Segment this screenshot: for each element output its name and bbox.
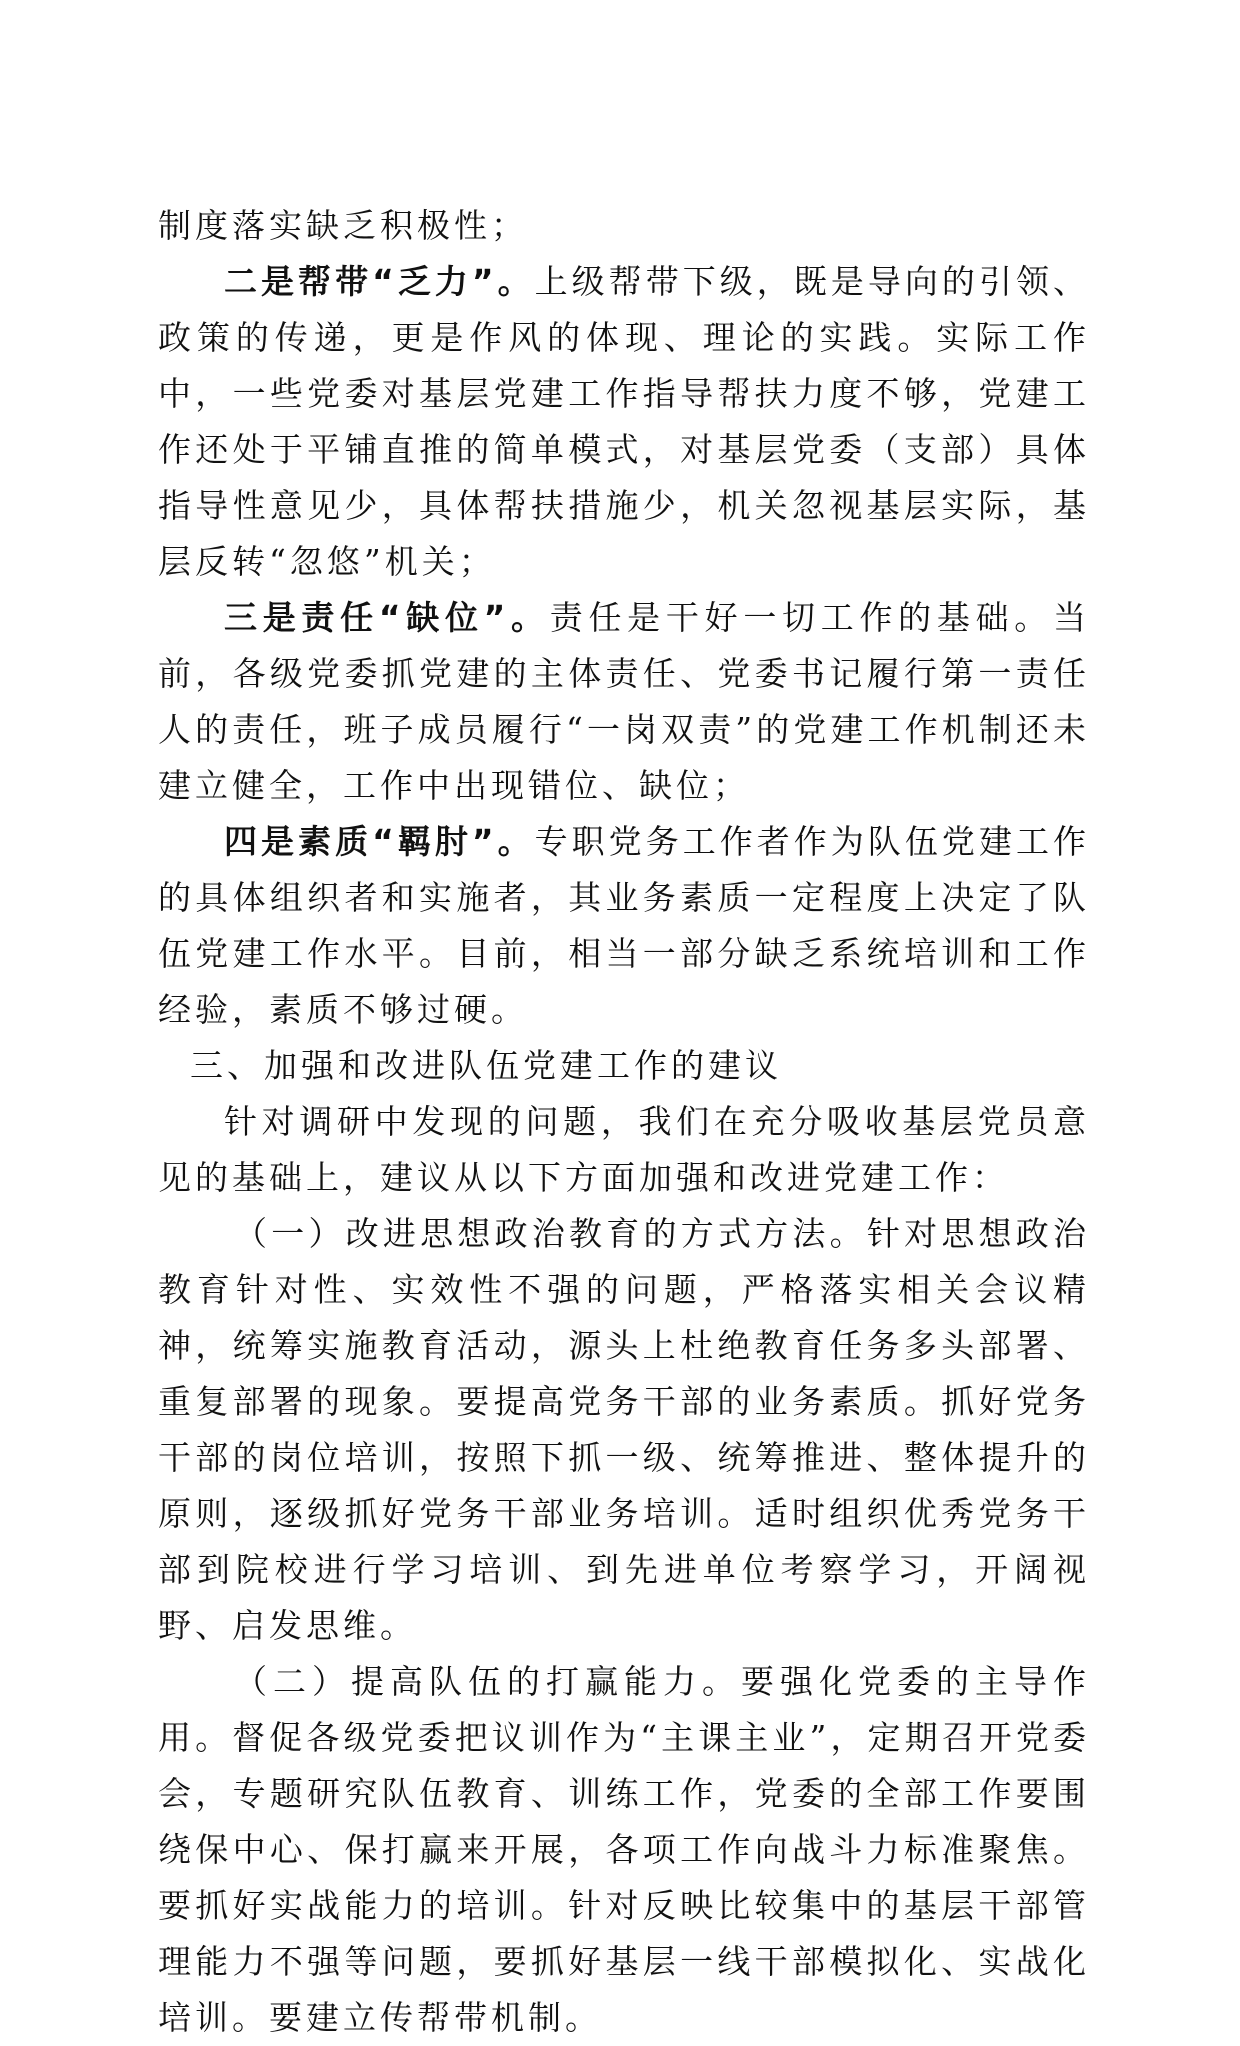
- paragraph-lead-helping: 二是帮带“乏力”。: [224, 262, 535, 301]
- paragraph-body-quality: 专职党务工作者作为队伍党建工作的具体组织者和实施者，其业务素质一定程度上决定了队伍党建工作水平。目前，相当一部分缺乏系统培训和工作经验，素质不够过硬。: [158, 822, 1090, 1029]
- paragraph-responsibility: [158, 590, 1090, 814]
- paragraph-continuation: 制度落实缺乏积极性；: [158, 206, 528, 245]
- paragraph-lead-quality: 四是素质“羁肘”。: [224, 822, 535, 861]
- paragraph-item-2: （二）提高队伍的打赢能力。要强化党委的主导作用。督促各级党委把议训作为“主课主业”，定期召开党委会，专题研究队伍教育、训练工作，党委的全部工作要围绕保中心、保打赢来开展，各项工作向战斗力标准聚焦。要抓好实战能力的培训。针对反映比较集中的基层干部管理能力不强等问题，要抓好基层一线干部模拟化、实战化培训。要建立传帮带机制。: [158, 1662, 1090, 2037]
- paragraph-body-helping: 上级帮带下级，既是导向的引领、政策的传递，更是作风的体现、理论的实践。实际工作中，一些党委对基层党建工作指导帮扶力度不够，党建工作还处于平铺直推的简单模式，对基层党委（支部）具体指导性意见少，具体帮扶措施少，机关忽视基层实际，基层反转“忽悠”机关；: [158, 262, 1090, 581]
- document-body: [158, 198, 1090, 2046]
- paragraph-helping: [158, 254, 1090, 590]
- paragraph-quality: [158, 814, 1090, 1038]
- paragraph-body-responsibility: 责任是干好一切工作的基础。当前，各级党委抓党建的主体责任、党委书记履行第一责任人的责任，班子成员履行“一岗双责”的党建工作机制还未建立健全，工作中出现错位、缺位；: [158, 598, 1090, 805]
- paragraph-item-1: （一）改进思想政治教育的方式方法。针对思想政治教育针对性、实效性不强的问题，严格落实相关会议精神，统筹实施教育活动，源头上杜绝教育任务多头部署、重复部署的现象。要提高党务干部的业务素质。抓好党务干部的岗位培训，按照下抓一级、统筹推进、整体提升的原则，逐级抓好党务干部业务培训。适时组织优秀党务干部到院校进行学习培训、到先进单位考察学习，开阔视野、启发思维。: [158, 1214, 1090, 1645]
- paragraph-intro: 针对调研中发现的问题，我们在充分吸收基层党员意见的基础上，建议从以下方面加强和改进党建工作：: [158, 1102, 1090, 1197]
- paragraph-lead-responsibility: 三是责任“缺位”。: [224, 598, 550, 637]
- section-heading: 三、加强和改进队伍党建工作的建议: [190, 1046, 782, 1085]
